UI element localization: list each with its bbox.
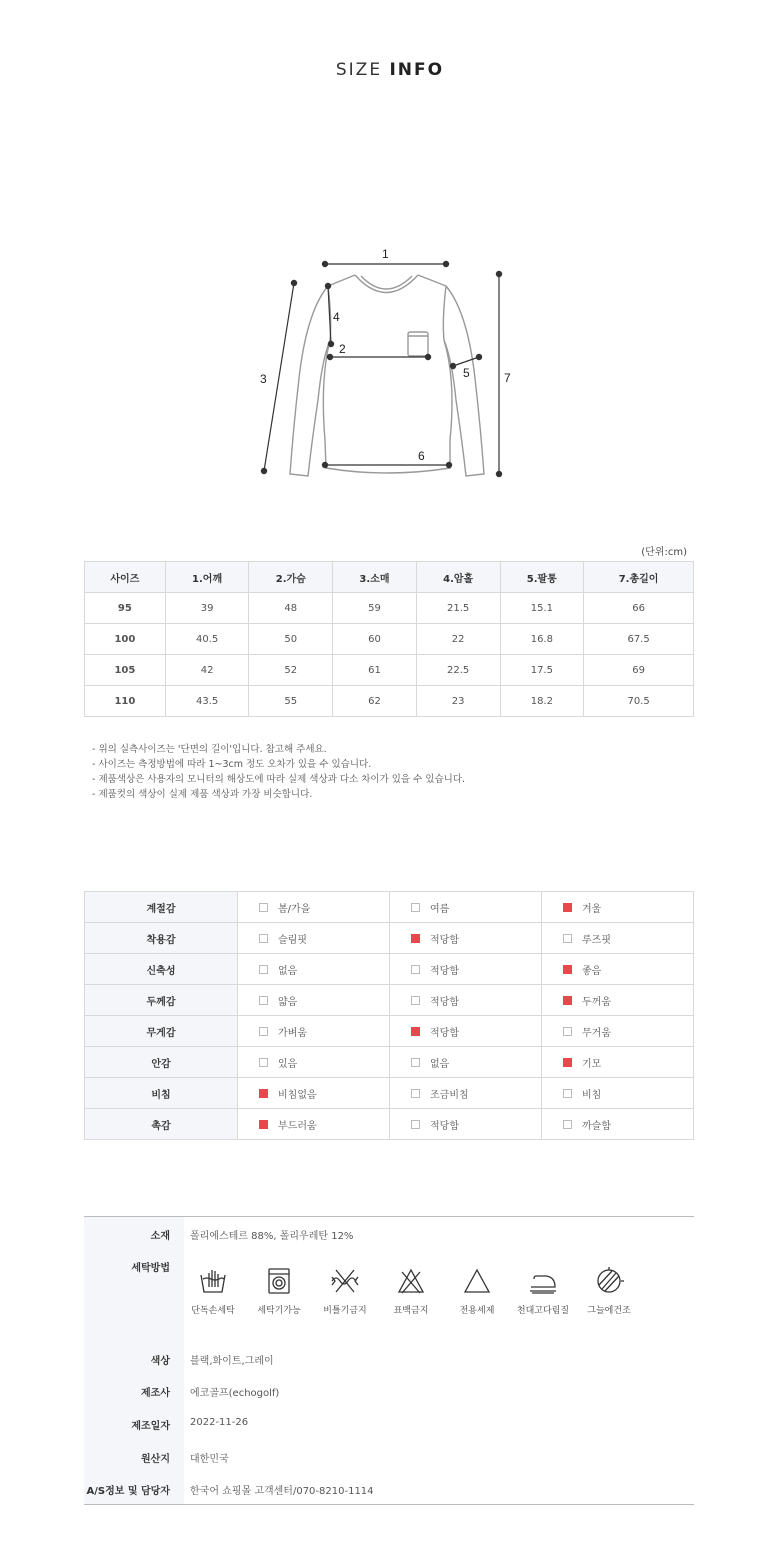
info-label: A/S정보 및 담당자 <box>86 1486 170 1497</box>
feel-option <box>238 985 390 1016</box>
note-line: - 제품색상은 사용자의 모니터의 해상도에 따라 실제 색상과 다소 차이가 있을 수 있습니다. <box>92 774 466 785</box>
feel-option <box>390 1109 542 1140</box>
info-label: 세탁방법 <box>131 1263 170 1274</box>
table-cell: 70.5 <box>584 686 694 717</box>
product-info <box>84 1216 694 1505</box>
feel-option-label: 좋음 <box>582 965 602 977</box>
care-label: 세탁기가능 <box>257 1306 301 1316</box>
info-value: 한국어 쇼핑몰 고객센터/070-8210-1114 <box>190 1486 374 1497</box>
feel-row <box>85 1016 694 1047</box>
feel-option <box>542 985 694 1016</box>
checkbox-checked <box>563 903 572 912</box>
care-label: 천대고다림질 <box>516 1306 570 1316</box>
feel-option <box>390 954 542 985</box>
checkbox-unchecked <box>259 934 268 943</box>
checkbox-unchecked <box>563 1120 572 1129</box>
col-header: 7.총길이 <box>584 562 694 593</box>
checkbox-unchecked <box>259 996 268 1005</box>
checkbox-unchecked <box>411 903 420 912</box>
col-header: 3.소매 <box>333 562 417 593</box>
table-cell: 52 <box>249 655 333 686</box>
table-cell: 48 <box>249 593 333 624</box>
size-table <box>84 561 694 717</box>
table-row <box>85 655 694 686</box>
feel-option <box>238 892 390 923</box>
iron-cloth-icon <box>528 1267 558 1295</box>
care-item <box>378 1267 444 1316</box>
checkbox-unchecked <box>411 996 420 1005</box>
note-line: - 사이즈는 측정방법에 따라 1~3cm 정도 오차가 있을 수 있습니다. <box>92 759 372 770</box>
table-cell: 110 <box>85 686 166 717</box>
table-cell: 67.5 <box>584 624 694 655</box>
checkbox-unchecked <box>563 1027 572 1036</box>
feel-row <box>85 954 694 985</box>
label-7: 7 <box>504 371 511 385</box>
feel-option-label: 여름 <box>430 903 450 915</box>
feel-option <box>542 892 694 923</box>
table-cell: 18.2 <box>500 686 584 717</box>
checkbox-unchecked <box>411 965 420 974</box>
checkbox-checked <box>411 934 420 943</box>
feel-option-label: 슬림핏 <box>278 934 307 946</box>
info-value: 2022-11-26 <box>190 1417 249 1428</box>
feel-option-label: 없음 <box>430 1058 450 1070</box>
title-bold: INFO <box>389 60 445 80</box>
care-item <box>180 1267 246 1316</box>
care-label: 전용세제 <box>459 1306 495 1316</box>
label-2: 2 <box>339 342 346 356</box>
checkbox-unchecked <box>259 965 268 974</box>
table-cell: 105 <box>85 655 166 686</box>
table-cell: 66 <box>584 593 694 624</box>
feel-option <box>542 954 694 985</box>
feel-option-label: 봄/가을 <box>278 903 311 915</box>
feel-option <box>238 1078 390 1109</box>
checkbox-unchecked <box>411 1058 420 1067</box>
table-cell: 16.8 <box>500 624 584 655</box>
fabric-feel-table <box>84 891 694 1140</box>
feel-option-label: 적당함 <box>430 934 459 946</box>
feel-option-label: 적당함 <box>430 1027 459 1039</box>
feel-label: 무게감 <box>85 1016 238 1047</box>
checkbox-unchecked <box>411 1120 420 1129</box>
machine-wash-icon <box>264 1267 294 1295</box>
table-cell: 23 <box>416 686 500 717</box>
care-item <box>246 1267 312 1316</box>
feel-option <box>390 1047 542 1078</box>
feel-row <box>85 1078 694 1109</box>
feel-option <box>390 1078 542 1109</box>
info-value: 대한민국 <box>190 1454 229 1465</box>
table-row <box>85 624 694 655</box>
hand-wash-icon <box>198 1267 228 1295</box>
checkbox-unchecked <box>563 934 572 943</box>
info-label: 제조일자 <box>131 1421 170 1432</box>
feel-option-label: 까슬함 <box>582 1120 611 1132</box>
feel-label: 착용감 <box>85 923 238 954</box>
table-cell: 59 <box>333 593 417 624</box>
feel-option-label: 무거움 <box>582 1027 611 1039</box>
info-value: 블랙,화이트,그레이 <box>190 1356 274 1367</box>
checkbox-unchecked <box>259 903 268 912</box>
info-label: 원산지 <box>141 1454 170 1465</box>
info-label: 색상 <box>150 1356 170 1367</box>
shirt-outline <box>290 275 484 476</box>
table-cell: 15.1 <box>500 593 584 624</box>
checkbox-checked <box>259 1120 268 1129</box>
label-3: 3 <box>260 372 267 386</box>
feel-option-label: 루즈핏 <box>582 934 611 946</box>
checkbox-unchecked <box>563 1089 572 1098</box>
info-label: 소재 <box>150 1231 170 1242</box>
checkbox-checked <box>563 1058 572 1067</box>
feel-option <box>390 923 542 954</box>
col-header: 사이즈 <box>85 562 166 593</box>
table-cell: 60 <box>333 624 417 655</box>
title-light: SIZE <box>335 60 383 80</box>
table-cell: 62 <box>333 686 417 717</box>
care-label: 비틀기금지 <box>323 1306 367 1316</box>
feel-option-label: 얇음 <box>278 996 298 1008</box>
care-item <box>312 1267 378 1316</box>
feel-option-label: 부드러움 <box>278 1120 317 1132</box>
table-cell: 42 <box>165 655 249 686</box>
size-notes <box>92 742 465 802</box>
feel-label: 두께감 <box>85 985 238 1016</box>
feel-option-label: 적당함 <box>430 1120 459 1132</box>
feel-option-label: 있음 <box>278 1058 298 1070</box>
table-cell: 50 <box>249 624 333 655</box>
checkbox-unchecked <box>411 1089 420 1098</box>
shade-dry-icon <box>594 1267 624 1295</box>
checkbox-checked <box>563 996 572 1005</box>
care-label: 표백금지 <box>393 1306 429 1316</box>
feel-option <box>542 1047 694 1078</box>
checkbox-unchecked <box>259 1058 268 1067</box>
feel-option <box>238 1016 390 1047</box>
table-cell: 95 <box>85 593 166 624</box>
feel-row <box>85 892 694 923</box>
note-line: - 위의 실측사이즈는 '단면의 길이'입니다. 참고해 주세요. <box>92 744 327 755</box>
label-4: 4 <box>333 310 340 324</box>
care-label: 그늘에건조 <box>587 1306 631 1316</box>
feel-label: 신축성 <box>85 954 238 985</box>
no-bleach-icon <box>396 1267 426 1295</box>
feel-option <box>390 892 542 923</box>
table-cell: 39 <box>165 593 249 624</box>
feel-option <box>542 1078 694 1109</box>
feel-option-label: 겨울 <box>582 903 602 915</box>
feel-option <box>390 985 542 1016</box>
table-cell: 43.5 <box>165 686 249 717</box>
feel-row <box>85 1047 694 1078</box>
info-value: 폴리에스테르 88%, 폴리우레탄 12% <box>190 1231 354 1242</box>
feel-option <box>390 1016 542 1047</box>
checkbox-checked <box>563 965 572 974</box>
col-header: 1.어깨 <box>165 562 249 593</box>
checkbox-checked <box>259 1089 268 1098</box>
feel-option-label: 가벼움 <box>278 1027 307 1039</box>
table-cell: 17.5 <box>500 655 584 686</box>
table-cell: 22 <box>416 624 500 655</box>
feel-row <box>85 923 694 954</box>
table-cell: 21.5 <box>416 593 500 624</box>
table-cell: 69 <box>584 655 694 686</box>
table-cell: 61 <box>333 655 417 686</box>
feel-option <box>238 1109 390 1140</box>
label-6: 6 <box>418 449 425 463</box>
info-value: 에코골프(echogolf) <box>190 1388 280 1399</box>
feel-option <box>238 923 390 954</box>
checkbox-unchecked <box>259 1027 268 1036</box>
feel-option <box>542 923 694 954</box>
no-wringing-icon <box>330 1267 360 1295</box>
table-cell: 100 <box>85 624 166 655</box>
label-5: 5 <box>463 366 470 380</box>
care-label: 단독손세탁 <box>191 1306 235 1316</box>
table-cell: 22.5 <box>416 655 500 686</box>
feel-option-label: 비침없음 <box>278 1089 317 1101</box>
table-cell: 40.5 <box>165 624 249 655</box>
feel-label: 비침 <box>85 1078 238 1109</box>
table-cell: 55 <box>249 686 333 717</box>
feel-option <box>542 1016 694 1047</box>
checkbox-checked <box>411 1027 420 1036</box>
feel-option-label: 두꺼움 <box>582 996 611 1008</box>
feel-option <box>238 954 390 985</box>
care-item <box>444 1267 510 1316</box>
info-label: 제조사 <box>141 1388 170 1399</box>
garment-measurement-diagram <box>250 240 530 490</box>
table-row <box>85 686 694 717</box>
table-row <box>85 593 694 624</box>
feel-label: 촉감 <box>85 1109 238 1140</box>
feel-option <box>542 1109 694 1140</box>
feel-row <box>85 1109 694 1140</box>
feel-label: 안감 <box>85 1047 238 1078</box>
note-line: - 제품컷의 색상이 실제 제품 색상과 가장 비슷합니다. <box>92 789 313 800</box>
feel-option-label: 비침 <box>582 1089 602 1101</box>
feel-option-label: 적당함 <box>430 965 459 977</box>
detergent-icon <box>462 1267 492 1295</box>
garment-sketch <box>250 240 530 490</box>
size-table-header-row <box>85 562 694 593</box>
feel-option-label: 조금비침 <box>430 1089 469 1101</box>
label-1: 1 <box>382 247 389 261</box>
feel-option-label: 없음 <box>278 965 298 977</box>
feel-option-label: 적당함 <box>430 996 459 1008</box>
care-item <box>576 1267 642 1316</box>
feel-row <box>85 985 694 1016</box>
unit-label: (단위:cm) <box>641 547 687 558</box>
feel-option-label: 기모 <box>582 1058 602 1070</box>
col-header: 2.가슴 <box>249 562 333 593</box>
page-title <box>0 60 780 80</box>
care-item <box>510 1267 576 1316</box>
feel-option <box>238 1047 390 1078</box>
feel-label: 계절감 <box>85 892 238 923</box>
col-header: 5.팔통 <box>500 562 584 593</box>
col-header: 4.암홀 <box>416 562 500 593</box>
